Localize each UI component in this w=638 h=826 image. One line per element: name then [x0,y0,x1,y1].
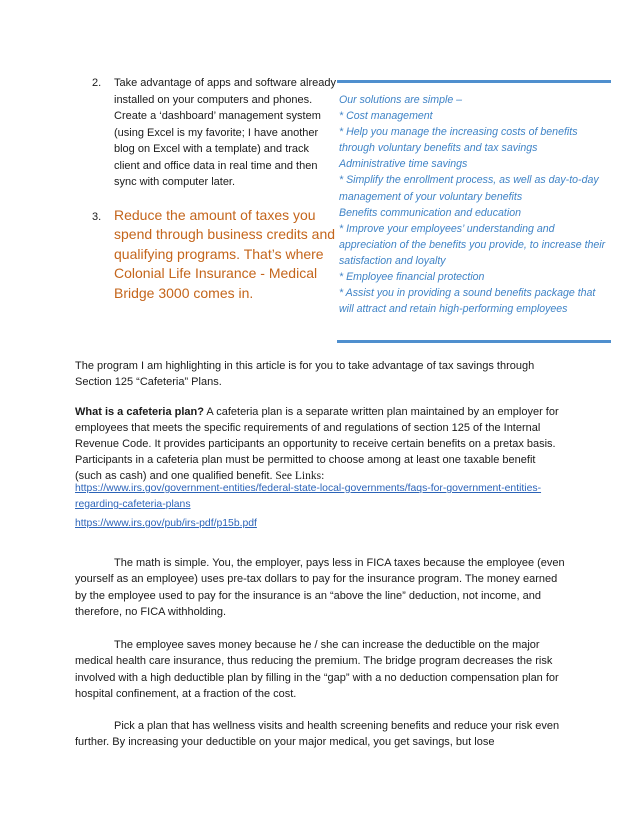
sidebar-line: * Assist you in providing a sound benefits package that will attract and retain high-performing employees [339,287,596,316]
irs-cafeteria-faq-link[interactable]: https://www.irs.gov/government-entities/federal-state-local-governments/faqs-for-government-entities-regarding-cafeteria-plans [75,483,542,510]
list-number: 3. [92,211,102,223]
sidebar-line: * Cost management [339,110,433,123]
cafeteria-paragraph [75,404,565,484]
sidebar-line: * Employee financial protection [339,271,485,284]
employee-savings-paragraph: The employee saves money because he / she can increase the deductible on the major medical health care insurance, thus reducing the premium. The bridge program decreases the risk involved with a high deductible plan by filling in the “gap” with a no deduction compensation plan for hospital confinement, at a fraction of the cost. [75,639,559,700]
sidebar-line: * Help you manage the increasing costs of benefits through voluntary benefits and tax savings [339,126,578,155]
sidebar-top-rule [337,80,611,83]
pick-plan-paragraph: Pick a plan that has wellness visits and health screening benefits and reduce your risk even further. By increasing your deductible on your major medical, you get savings, but lose [75,720,560,749]
list-text-highlight: Reduce the amount of taxes you spend through business credits and qualifying programs. That’s where Colonial Life Insurance - Medical Bridge 3000 comes in. [114,207,336,301]
math-paragraph: The math is simple. You, the employer, pays less in FICA taxes because the employee (even yourself as an employee) uses pre-tax dollars to pay for the insurance program. The money earned by the employee used to pay for the insurance is an “above the line” deduction, not income, and therefore, no FICA withholding. [75,557,565,618]
cafeteria-text: A cafeteria plan is a separate written plan maintained by an employer for employees that meets the specific requirements of and regulations of section 125 of the Internal Revenue Code. It provides participants an opportunity to receive certain benefits on a pretax basis. Participants in a cafeteria plan must be permitted to choose among at least one taxable benefit (such as cash) and one qualified benefit. [75,406,559,483]
sidebar-line: Administrative time savings [339,158,468,171]
sidebar-bottom-rule [337,340,611,343]
intro-paragraph: The program I am highlighting in this article is for you to take advantage of tax savings through Section 125 “Cafeteria” Plans. [75,360,535,389]
sidebar-line: * Simplify the enrollment process, as well as day-to-day management of your voluntary benefits [339,174,599,203]
list-number: 2. [92,77,102,89]
sidebar-line: Our solutions are simple – [339,94,463,106]
sidebar-content [339,92,611,317]
list-text: Take advantage of apps and software already installed on your computers and phones. Create a ‘dashboard’ management system (using Excel is my favorite; I have another blog on Excel with a template) and track client and office data in real time and then sync with computer later. [114,77,336,188]
see-links-label: See Links: [272,470,325,483]
cafeteria-heading: What is a cafeteria plan? [75,406,204,418]
irs-p15b-link[interactable]: https://www.irs.gov/pub/irs-pdf/p15b.pdf [75,518,257,529]
sidebar-line: * Improve your employees’ understanding and appreciation of the benefits you provide, to increase their satisfaction and loyalty [339,222,606,267]
sidebar-line: Benefits communication and education [339,206,521,219]
solutions-sidebar [337,80,611,342]
